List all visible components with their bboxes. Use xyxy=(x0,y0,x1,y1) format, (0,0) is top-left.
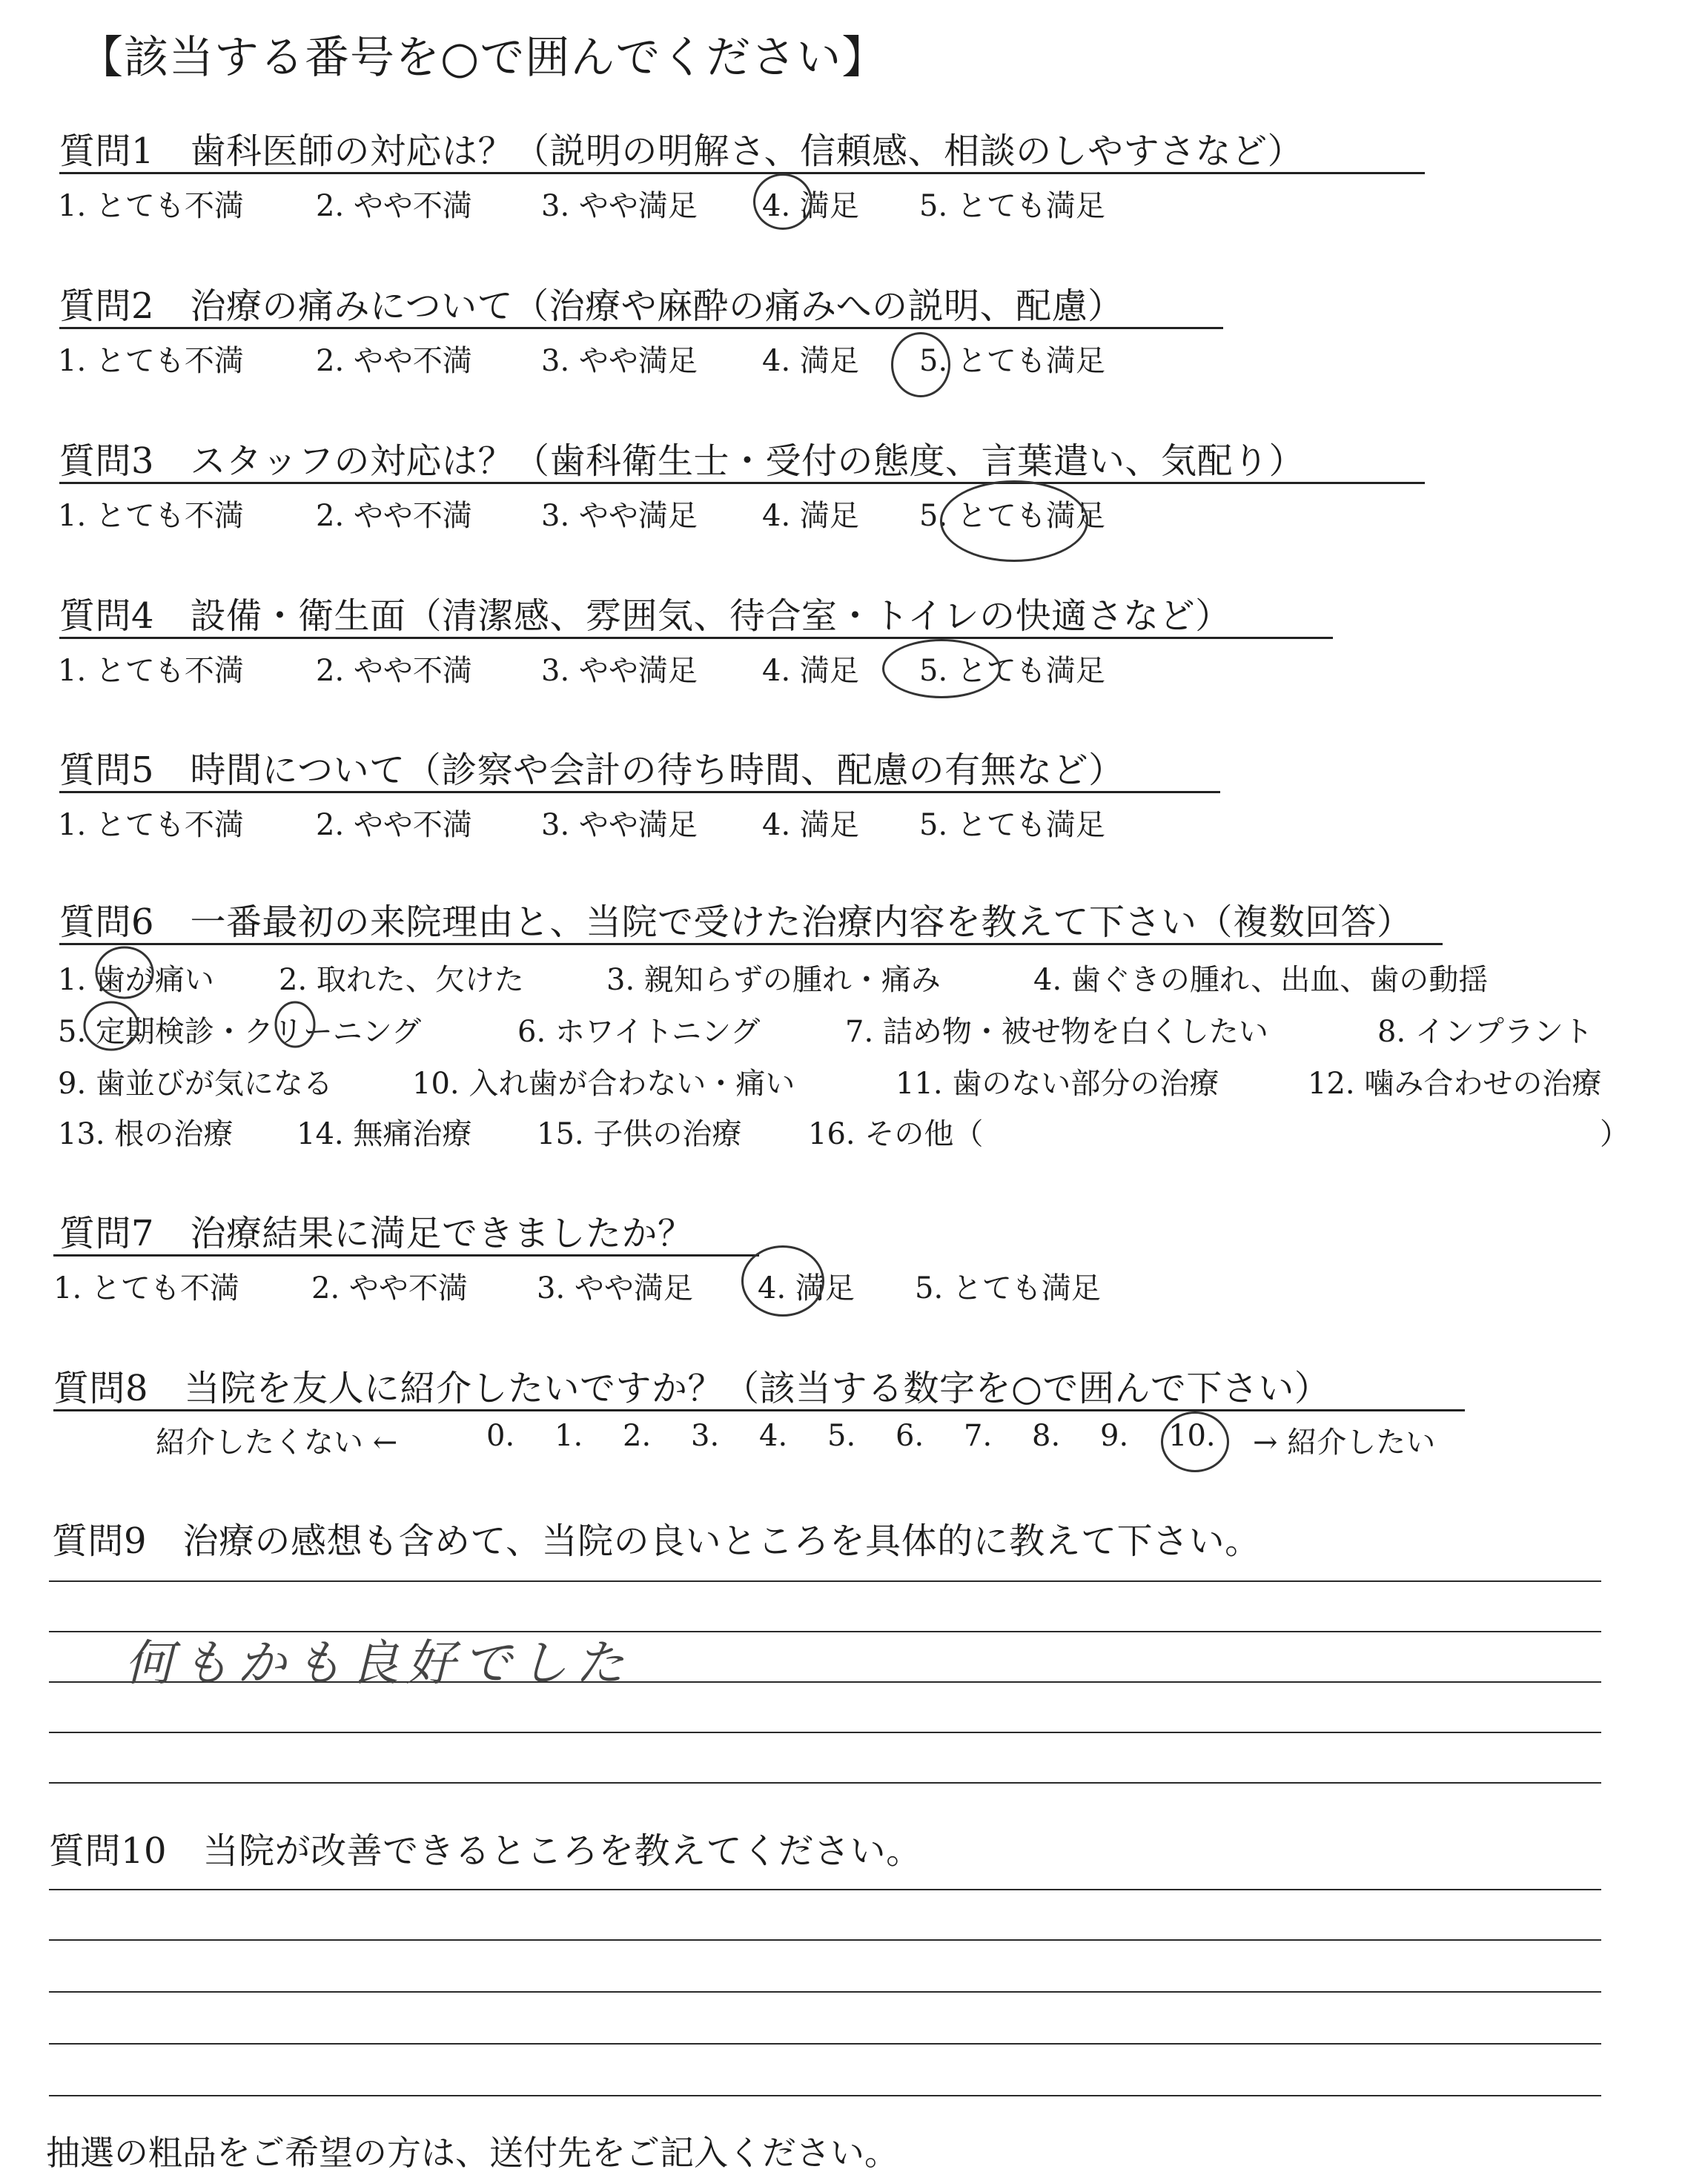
q6-option-12[interactable]: 12. 噛み合わせの治療 xyxy=(1308,1067,1602,1101)
option-2[interactable]: 2. やや不満 xyxy=(311,1271,468,1305)
option-1[interactable]: 1. とても不満 xyxy=(58,654,244,688)
q6-option-8[interactable]: 8. インプラント xyxy=(1377,1015,1593,1049)
question-1-underline xyxy=(59,172,1425,174)
q10-answer-line-3 xyxy=(49,1991,1601,1993)
option-4[interactable]: 4. 満足 xyxy=(762,189,859,223)
q8-number-4[interactable]: 4. xyxy=(759,1419,788,1453)
option-3[interactable]: 3. やや満足 xyxy=(541,499,698,533)
option-4[interactable]: 4. 満足 xyxy=(762,499,859,533)
q6-option-4[interactable]: 4. 歯ぐきの腫れ、出血、歯の動揺 xyxy=(1033,963,1489,997)
option-1[interactable]: 1. とても不満 xyxy=(58,499,244,533)
option-1[interactable]: 1. とても不満 xyxy=(53,1271,239,1305)
option-3[interactable]: 3. やや満足 xyxy=(537,1271,693,1305)
option-5[interactable]: 5. とても満足 xyxy=(919,499,1105,533)
q9-handwritten-answer: 何もかも良好でした xyxy=(125,1635,632,1692)
q8-right-label: → 紹介したい xyxy=(1253,1426,1436,1460)
q8-number-1[interactable]: 1. xyxy=(555,1419,583,1453)
question-2-heading: 質問2 治療の痛みについて（治療や麻酔の痛みへの説明、配慮） xyxy=(59,285,1124,327)
q6-option-3[interactable]: 3. 親知らずの腫れ・痛み xyxy=(606,963,941,997)
option-5[interactable]: 5. とても満足 xyxy=(919,808,1105,842)
option-3[interactable]: 3. やや満足 xyxy=(541,189,698,223)
q8-number-7[interactable]: 7. xyxy=(964,1419,993,1453)
question-8-underline xyxy=(53,1409,1465,1411)
q6-option-13[interactable]: 13. 根の治療 xyxy=(58,1117,234,1151)
question-6-underline xyxy=(59,943,1443,945)
q6-other-close-paren: ） xyxy=(1600,1117,1629,1151)
q9-answer-line-5 xyxy=(49,1782,1601,1784)
q8-number-10[interactable]: 10. xyxy=(1168,1419,1216,1453)
q6-option-14[interactable]: 14. 無痛治療 xyxy=(297,1117,472,1151)
q6-option-16[interactable]: 16. その他（ xyxy=(808,1117,984,1151)
question-7-heading: 質問7 治療結果に満足できましたか？ xyxy=(59,1213,694,1254)
q8-left-label: 紹介したくない ← xyxy=(156,1426,398,1460)
option-5[interactable]: 5. とても満足 xyxy=(919,654,1105,688)
q8-number-3[interactable]: 3. xyxy=(691,1419,720,1453)
option-3[interactable]: 3. やや満足 xyxy=(541,654,698,688)
option-4[interactable]: 4. 満足 xyxy=(762,808,859,842)
option-5[interactable]: 5. とても満足 xyxy=(919,189,1105,223)
question-6-heading: 質問6 一番最初の来院理由と、当院で受けた治療内容を教えて下さい（複数回答） xyxy=(59,901,1413,943)
question-1-heading: 質問1 歯科医師の対応は？（説明の明解さ、信頼感、相談のしやすさなど） xyxy=(59,130,1304,172)
option-5[interactable]: 5. とても満足 xyxy=(919,344,1105,378)
option-4[interactable]: 4. 満足 xyxy=(762,654,859,688)
option-3[interactable]: 3. やや満足 xyxy=(541,344,698,378)
question-9-heading: 質問9 治療の感想も含めて、当院の良いところを具体的に教えて下さい。 xyxy=(52,1520,1261,1562)
option-5[interactable]: 5. とても満足 xyxy=(915,1271,1101,1305)
question-3-heading: 質問3 スタッフの対応は？（歯科衛生士・受付の態度、言葉遣い、気配り） xyxy=(59,440,1305,482)
q10-answer-line-2 xyxy=(49,1939,1601,1941)
option-2[interactable]: 2. やや不満 xyxy=(316,654,472,688)
q6-option-7[interactable]: 7. 詰め物・被せ物を白くしたい xyxy=(845,1015,1268,1049)
q9-answer-line-1 xyxy=(49,1580,1601,1582)
q6-option-15[interactable]: 15. 子供の治療 xyxy=(537,1117,742,1151)
q10-answer-line-5 xyxy=(49,2095,1601,2096)
question-2-underline xyxy=(59,327,1223,329)
question-5-heading: 質問5 時間について（診察や会計の待ち時間、配慮の有無など） xyxy=(59,749,1125,791)
q9-answer-line-4 xyxy=(49,1732,1601,1733)
option-1[interactable]: 1. とても不満 xyxy=(58,344,244,378)
q8-number-8[interactable]: 8. xyxy=(1032,1419,1061,1453)
q6-option-10[interactable]: 10. 入れ歯が合わない・痛い xyxy=(412,1067,795,1101)
question-7-underline xyxy=(53,1254,759,1257)
option-1[interactable]: 1. とても不満 xyxy=(58,808,244,842)
q6-option-2[interactable]: 2. 取れた、欠けた xyxy=(279,963,524,997)
q6-option-9[interactable]: 9. 歯並びが気になる xyxy=(58,1067,333,1101)
question-3-underline xyxy=(59,482,1425,484)
q8-number-0[interactable]: 0. xyxy=(486,1419,515,1453)
q6-option-1[interactable]: 1. 歯が痛い xyxy=(58,963,214,997)
q10-answer-line-1 xyxy=(49,1889,1601,1890)
form-title: 【該当する番号を○で囲んでください】 xyxy=(79,32,887,84)
q10-answer-line-4 xyxy=(49,2043,1601,2045)
q6-option-5[interactable]: 5. 定期検診・クリーニング xyxy=(58,1015,422,1049)
q6-option-11[interactable]: 11. 歯のない部分の治療 xyxy=(896,1067,1219,1101)
q6-option-6[interactable]: 6. ホワイトニング xyxy=(517,1015,761,1049)
question-10-heading: 質問10 当院が改善できるところを教えてください。 xyxy=(49,1830,922,1872)
option-2[interactable]: 2. やや不満 xyxy=(316,344,472,378)
question-5-underline xyxy=(59,791,1220,793)
question-4-underline xyxy=(59,637,1333,639)
option-4[interactable]: 4. 満足 xyxy=(762,344,859,378)
option-1[interactable]: 1. とても不満 xyxy=(58,189,244,223)
q8-number-9[interactable]: 9. xyxy=(1100,1419,1129,1453)
option-2[interactable]: 2. やや不満 xyxy=(316,808,472,842)
option-3[interactable]: 3. やや満足 xyxy=(541,808,698,842)
option-2[interactable]: 2. やや不満 xyxy=(316,499,472,533)
q8-number-2[interactable]: 2. xyxy=(623,1419,652,1453)
footer-prize-note: 抽選の粗品をご希望の方は、送付先をご記入ください。 xyxy=(46,2133,898,2173)
option-4[interactable]: 4. 満足 xyxy=(758,1271,855,1305)
q8-number-5[interactable]: 5. xyxy=(827,1419,856,1453)
q8-number-6[interactable]: 6. xyxy=(896,1419,924,1453)
question-4-heading: 質問4 設備・衛生面（清潔感、雰囲気、待合室・トイレの快適さなど） xyxy=(59,595,1231,637)
question-8-heading: 質問8 当院を友人に紹介したいですか？（該当する数字を○で囲んで下さい） xyxy=(53,1368,1331,1409)
option-2[interactable]: 2. やや不満 xyxy=(316,189,472,223)
